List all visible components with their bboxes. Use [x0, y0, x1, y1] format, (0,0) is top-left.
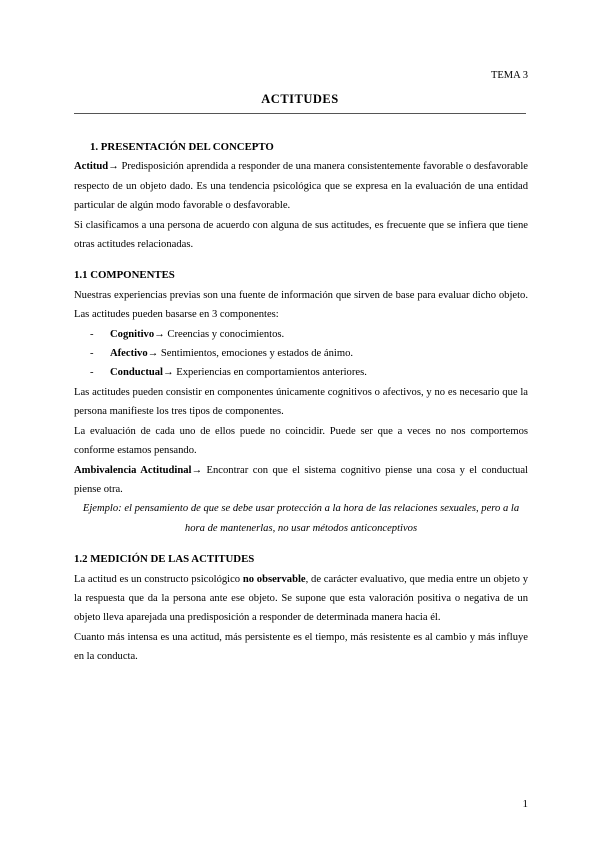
paragraph-actitud-definition	[74, 157, 528, 215]
list-dash: -	[90, 367, 94, 379]
term-conductual: Conductual	[110, 367, 163, 379]
paragraph-clasificacion: Si clasificamos a una persona de acuerdo con alguna de sus actitudes, es frecuente que se infiera que tiene otras actitudes relacionadas.	[74, 219, 528, 251]
example-text: Ejemplo: el pensamiento de que se debe usar protección a la hora de las relaciones sexuales, pero a la hora de mantenerlas, no usar métodos anticonceptivos	[82, 503, 520, 534]
list-item	[74, 344, 528, 363]
paragraph-ambivalencia	[74, 461, 528, 500]
ambivalencia-text: Encontrar con que el sistema cognitivo piense una cosa y el conductual piense otra.	[74, 464, 528, 495]
term-afectivo: Afectivo	[110, 348, 148, 360]
paragraph-medicion-constructo	[74, 570, 528, 628]
paragraph-intensidad: Cuanto más intensa es una actitud, más persistente es el tiempo, más resistente es al cambio y más influye en la conducta.	[74, 631, 528, 663]
components-list	[74, 325, 528, 383]
list-item	[74, 363, 528, 382]
component-text: → Sentimientos, emociones y estados de ánimo.	[147, 348, 354, 360]
section-heading-componentes: 1.1 COMPONENTES	[74, 269, 175, 282]
document-body	[74, 138, 528, 667]
term-ambivalencia: Ambivalencia Actitudinal→	[74, 464, 203, 476]
medicion-text-after: , de carácter evaluativo, que media entre un objeto y la respuesta que da la persona ante ese objeto. Se supone que esta valoración positiva o negativa de un objeto lleva aparejada una predisposición a responder de determinada manera hacia él.	[74, 573, 528, 624]
title-divider	[74, 113, 526, 114]
section-heading-presentacion: 1. PRESENTACIÓN DEL CONCEPTO	[90, 141, 274, 153]
list-item	[74, 325, 528, 344]
header-tema: TEMA 3	[490, 70, 528, 81]
component-text: → Experiencias en comportamientos anteriores.	[162, 367, 367, 379]
paragraph-componentes-intro: Nuestras experiencias previas son una fuente de información que sirven de base para evaluar dicho objeto. Las actitudes pueden basarse en 3 componentes:	[74, 289, 528, 321]
page-title: ACTITUDES	[261, 92, 339, 106]
list-dash: -	[90, 348, 94, 360]
list-dash: -	[90, 328, 94, 340]
page-number: 1	[522, 798, 528, 810]
section-heading-medicion: 1.2 MEDICIÓN DE LAS ACTITUDES	[74, 553, 255, 566]
component-text: → Creencias y conocimientos.	[154, 328, 285, 340]
medicion-text-before: La actitud es un constructo psicológico	[74, 573, 243, 585]
term-no-observable: no observable	[242, 573, 306, 585]
term-cognitivo: Cognitivo	[110, 328, 155, 340]
term-actitud: Actitud→	[74, 161, 119, 173]
paragraph-evaluacion: La evaluación de cada uno de ellos puede no coincidir. Puede ser que a veces no nos comportemos conforme estamos pensando.	[74, 425, 528, 457]
paragraph-componentes-consistencia: Las actitudes pueden consistir en componentes únicamente cognitivos o afectivos, y no es necesario que la persona manifieste los tres tipos de componentes.	[74, 386, 528, 418]
actitud-definition-text: Predisposición aprendida a responder de una manera consistentemente favorable o desfavorable respecto de un objeto dado. Es una tendencia psicológica que se expresa en la evaluación de una entidad particular de algún modo favorable o desfavorable.	[74, 161, 528, 212]
